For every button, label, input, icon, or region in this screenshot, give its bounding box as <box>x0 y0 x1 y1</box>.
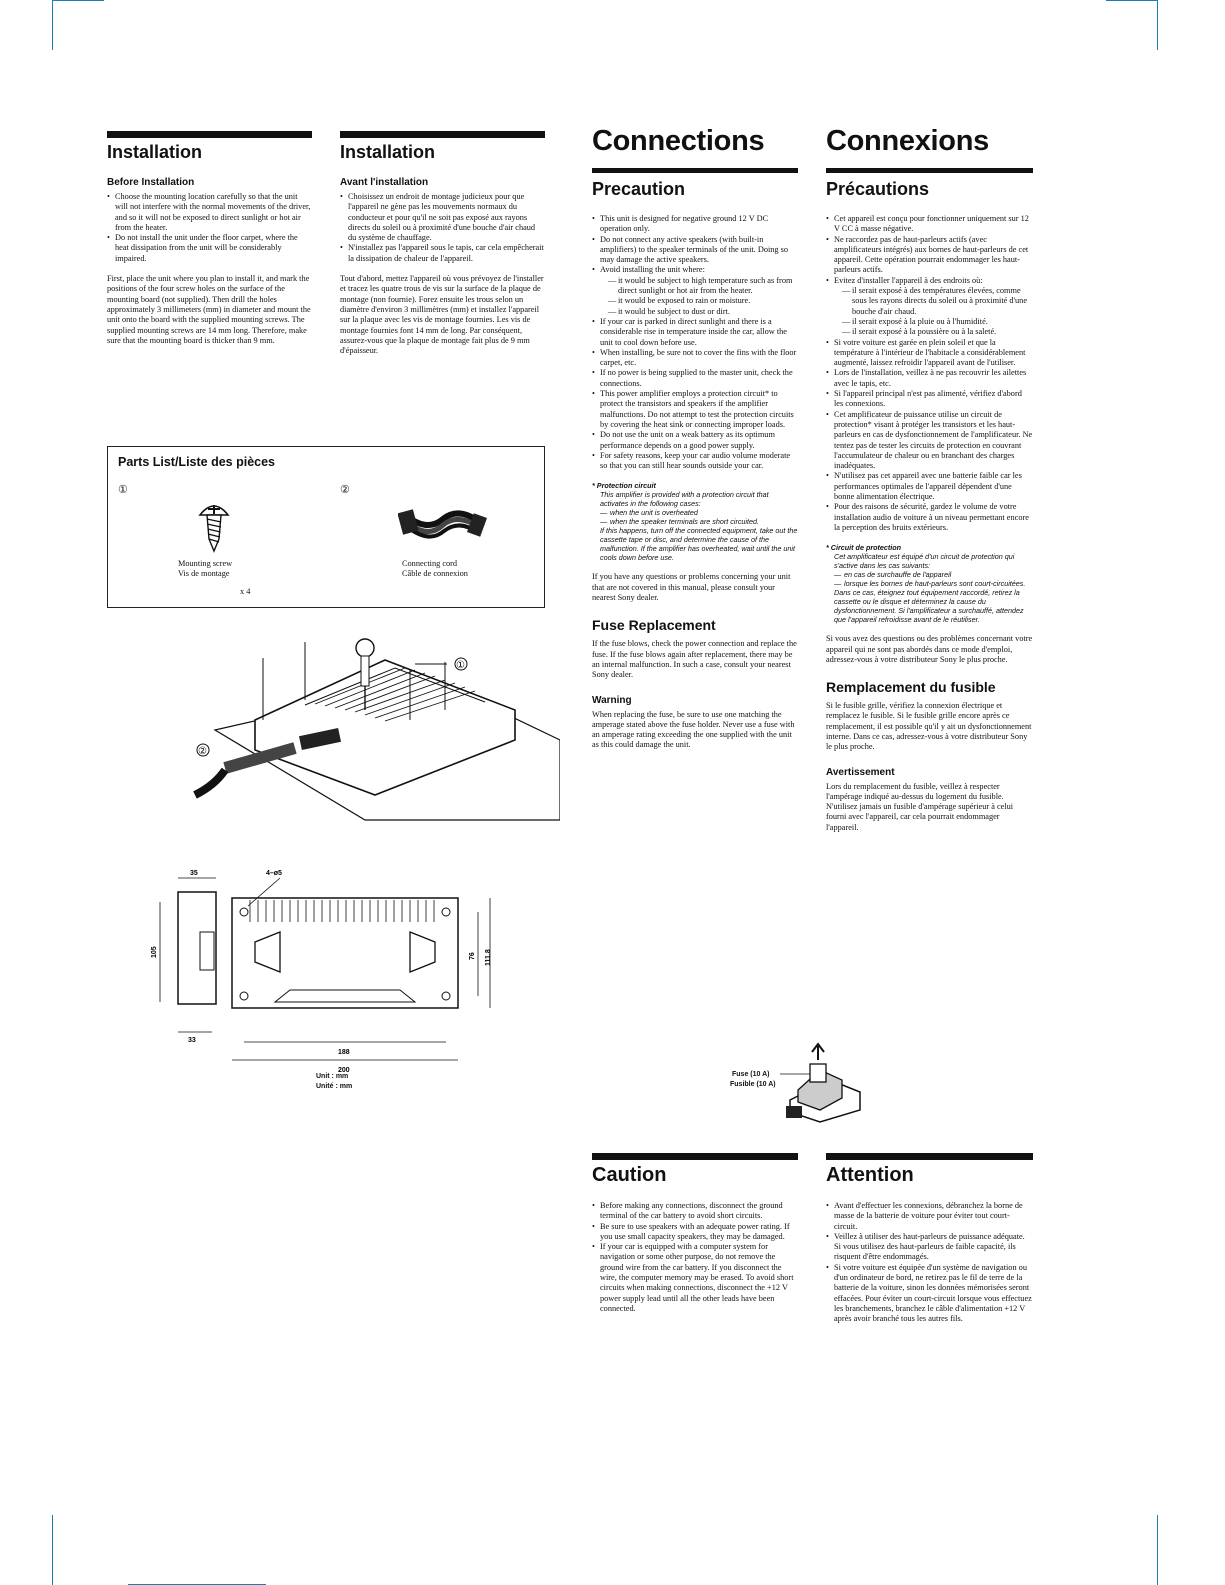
connections-en-column <box>592 125 798 751</box>
bullet: • Do not install the unit under the floor carpet, where the heat dissipation from the unit will be considerably impaired. <box>107 233 312 264</box>
warning-title: Warning <box>592 694 632 706</box>
part-number-2: ② <box>340 484 350 496</box>
part-1-name-fr: Vis de montage <box>178 569 230 578</box>
installation-fr-column <box>340 131 545 356</box>
note-title: * Circuit de protection <box>826 543 902 553</box>
bullet: • If your car is equipped with a computer system for navigation or some other purpose, do not remove the ground wire from the car battery. If you disconnect the wire, the computer memory may be erased. To avoid short circuits when making connections, disconnect the +12 V power supply lead until all the other leads have been connected. <box>592 1242 798 1314</box>
part-number-1: ① <box>118 484 128 496</box>
dim-holes: 4–ø5 <box>266 870 282 877</box>
bullet: • Pour des raisons de sécurité, gardez le volume de votre installation audio de voiture à un niveau permettant encore la perception des bruits extérieurs. <box>826 502 1033 533</box>
protection-note <box>826 543 1033 624</box>
caution-fr-column <box>826 1153 1033 1325</box>
dim-33: 33 <box>188 1037 196 1044</box>
dim-76: 76 <box>469 952 476 960</box>
installation-fr-subtitle: Avant l'installation <box>340 177 429 188</box>
fuse-replacement-title: Fuse Replacement <box>592 617 716 634</box>
section-rule <box>592 1153 798 1160</box>
installation-fr-body: Tout d'abord, mettez l'appareil où vous prévoyez de l'installer et tracez les quatre trous de vis sur la surface de la plaque de montage (non fournie). Forez ensuite les trous selon un diamètre d'environ 3 millimètres (mm) et installez l'appareil sur la plaque avec les vis de montage fournies. Les vis de montage fournies font 14 mm de long. Par conséquent, assurez-vous que la plaque de montage fait plus de 9 mm d'épaisseur. <box>340 274 544 356</box>
fuse-label-fr: Fusible (10 A) <box>730 1081 776 1088</box>
dim-35: 35 <box>190 870 198 877</box>
dash-item: — when the speaker terminals are short circuited. <box>600 517 798 526</box>
mounting-callout-1: ① <box>456 660 465 671</box>
fuse-label-en: Fuse (10 A) <box>732 1071 770 1078</box>
connections-fr-column <box>826 125 1033 833</box>
installation-en-title: Installation <box>107 142 203 162</box>
part-1-quantity: x 4 <box>240 587 251 596</box>
fuse-replacement-title: Remplacement du fusible <box>826 679 996 696</box>
crop-mark-top-left-v <box>52 0 53 50</box>
caution-en-column <box>592 1153 798 1314</box>
part-1-name-en: Mounting screw <box>178 559 233 568</box>
part-2-caption <box>402 559 468 579</box>
dash-item: — it would be subject to high temperature such as from direct sunlight or hot air from the heater. <box>608 276 798 297</box>
installation-en-column <box>107 131 312 346</box>
note-cases <box>592 508 798 526</box>
bullet: • N'utilisez pas cet appareil avec une batterie faible car les performances optimales de l'appareil dépendent d'une bonne alimentation électrique. <box>826 471 1033 502</box>
note-body: This amplifier is provided with a protection circuit that activates in the following cases: <box>600 490 769 509</box>
bullet: • Veillez à utiliser des haut-parleurs de puissance adéquate. Si vous utilisez des haut-parleurs de faible capacité, ils risquent d'être endommagés. <box>826 1232 1033 1263</box>
dash-item: — when the unit is overheated <box>600 508 798 517</box>
crop-mark-top-right-v <box>1157 0 1158 50</box>
part-2-name-en: Connecting cord <box>402 559 458 568</box>
dash-item: — il serait exposé à des températures élevées, comme sous les rayons directs du soleil ou à proximité d'une bouche d'air chaud. <box>842 286 1033 317</box>
bullet <box>592 265 798 316</box>
installation-fr-bullets <box>340 192 545 264</box>
avoid-list <box>600 276 798 317</box>
note-title: * Protection circuit <box>592 481 656 491</box>
unit-label-en: Unit : mm <box>316 1073 349 1080</box>
connections-en-title: Connections <box>592 125 765 157</box>
questions-text: Si vous avez des questions ou des problèmes concernant votre appareil qui ne sont pas abordés dans ce mode d'emploi, adressez-vous à votre distributeur Sony le plus proche. <box>826 634 1033 664</box>
installation-en-bullets <box>107 192 312 264</box>
bullet: • Before making any connections, disconnect the ground terminal of the car battery to avoid short circuits. <box>592 1201 798 1222</box>
unit-label-fr: Unité : mm <box>316 1083 353 1090</box>
dash-item: — lorsque les bornes de haut-parleurs sont court-circuitées. <box>834 579 1033 588</box>
dimension-drawing <box>140 862 510 1082</box>
mounting-callout-2: ② <box>198 746 207 757</box>
precaution-title: Precaution <box>592 179 686 199</box>
bullet: • Choisissez un endroit de montage judicieux pour que l'appareil ne gène pas les mouvements normaux du conducteur et pour qu'il ne soit pas exposé aux rayons directs du soleil ou à proximité d'une bouche d'air chaud du système de chauffage. <box>340 192 545 243</box>
bullet: • Ne raccordez pas de haut-parleurs actifs (avec amplificateurs intégrés) aux bornes de haut-parleurs de cet appareil. Cette opération pourrait endommager les haut-parleurs actifs. <box>826 235 1033 276</box>
dash-item: — il serait exposé à la pluie ou à l'humidité. <box>842 317 1033 327</box>
warning-body: When replacing the fuse, be sure to use one matching the amperage stated above the fuse holder. Never use a fuse with an amperage rating exceeding the one supplied with the unit as this could damage the unit. <box>592 709 795 750</box>
bullet: • This power amplifier employs a protection circuit* to protect the transistors and speakers if the amplifier malfunctions. Do not attempt to test the protection circuits by covering the heat sink or connecting improper loads. <box>592 389 798 430</box>
attention-bullets <box>826 1201 1033 1325</box>
bullet: • Choose the mounting location carefully so that the unit will not interfere with the normal movements of the driver, and so it will not be exposed to direct sunlight or hot air from the heater. <box>107 192 312 233</box>
bullet: • Cet appareil est conçu pour fonctionner uniquement sur 12 V CC à masse négative. <box>826 214 1033 235</box>
connections-fr-title: Connexions <box>826 125 989 157</box>
protection-note <box>592 481 798 562</box>
warning-body: Lors du remplacement du fusible, veillez à respecter l'ampérage indiqué au-dessus du logement du fusible. N'utilisez jamais un fusible d'ampérage supérieur à celui fourni avec l'appareil, car cela pourrait endommager l'appareil. <box>826 781 1014 832</box>
section-rule <box>340 131 545 138</box>
installation-en-body: First, place the unit where you plan to install it, and mark the positions of the four screw holes on the surface of the mounting board (not supplied). Then drill the holes approximately 3 millimeters (mm) in diameter and mount the unit onto the board with the supplied mounting screws. The supplied mounting screws are 14 mm long. Therefore, make sure that the mounting board is thicker than 9 mm. <box>107 274 311 345</box>
note-tail: Dans ce cas, éteignez tout équipement raccordé, retirez la cassette ou le disque et déterminez la cause du dysfonctionnement. Si l'amplificateur a surchauffé, attendez que l'appareil refroidisse avant de le réutiliser. <box>834 588 1024 625</box>
avoid-list <box>834 286 1033 337</box>
bullet: • This unit is designed for negative ground 12 V DC operation only. <box>592 214 798 235</box>
mounting-screw-illustration <box>196 499 232 557</box>
section-rule <box>107 131 312 138</box>
dim-111: 111.8 <box>485 949 492 966</box>
bullet: • N'installez pas l'appareil sous le tapis, car cela empêcherait la dissipation de chaleur de l'appareil. <box>340 243 545 264</box>
crop-mark-bottom-left-v <box>52 1515 53 1585</box>
fuse-replacement-body: Si le fusible grille, vérifiez la connexion électrique et remplacez le fusible. Si le fusible grille encore après ce remplacement, il est possible qu'il y ait un dysfonctionnement interne. Dans ce cas, adressez-vous à votre distributeur Sony le plus proche. <box>826 701 1032 752</box>
crop-mark-bottom-right-v <box>1157 1515 1158 1585</box>
warning-title: Avertissement <box>826 766 895 778</box>
bullet-text: Evitez d'installer l'appareil à des endroits où: <box>834 275 983 285</box>
bullet: • Cet amplificateur de puissance utilise un circuit de protection* visant à protéger les transistors et les haut-parleurs en cas de dysfonctionnement de l'amplificateur. Ne tentez pas de tester les circuits de protection en couvrant l'accumulateur de chaleur ou en branchant des charges inadéquates. <box>826 410 1033 472</box>
bullet: • Si votre voiture est équipée d'un système de navigation ou d'un ordinateur de bord, ne retirez pas le fil de terre de la batterie de la voiture, sinon les données mémorisées seront effacées. Pour éviter un court-circuit lorsque vous effectuez les branchements, branchez le câble d'alimentation +12 V après avoir branché tous les autres fils. <box>826 1263 1033 1325</box>
section-rule <box>592 168 798 173</box>
dash-item: — it would be subject to dust or dirt. <box>608 307 798 317</box>
dash-item: — it would be exposed to rain or moisture. <box>608 296 798 306</box>
bullet: • Si l'appareil principal n'est pas alimenté, vérifiez d'abord les connexions. <box>826 389 1033 410</box>
bullet: • Si votre voiture est garée en plein soleil et que la température à l'intérieur de l'habitacle a considérablement augmenté, laissez refroidir l'appareil avant de l'utiliser. <box>826 338 1033 369</box>
parts-list-title: Parts List/Liste des pièces <box>118 455 276 469</box>
note-tail: If this happens, turn off the connected equipment, take out the cassette tape or disc, and determine the cause of the malfunction. If the amplifier has overheated, wait until the unit cools down before use. <box>600 526 798 563</box>
bullet: • Lors de l'installation, veillez à ne pas recouvrir les ailettes avec le tapis, etc. <box>826 368 1033 389</box>
section-rule <box>826 168 1033 173</box>
questions-text: If you have any questions or problems concerning your unit that are not covered in this manual, please consult your nearest Sony dealer. <box>592 572 791 603</box>
attention-title: Attention <box>826 1164 914 1186</box>
crop-mark-top-left-h <box>52 0 104 1</box>
bullet: • Be sure to use speakers with an adequate power rating. If you use small capacity speakers, they may be damaged. <box>592 1222 798 1243</box>
caution-bullets <box>592 1201 798 1314</box>
precautions-title: Précautions <box>826 179 930 199</box>
precautions-bullets <box>826 214 1033 533</box>
dim-200: 200 <box>338 1067 350 1074</box>
note-body: Cet amplificateur est équipé d'un circuit de protection qui s'active dans les cas suivants: <box>834 552 1015 571</box>
bullet: • If no power is being supplied to the master unit, check the connections. <box>592 368 798 389</box>
bullet: • For safety reasons, keep your car audio volume moderate so that you can still hear sounds outside your car. <box>592 451 798 472</box>
bullet: • When installing, be sure not to cover the fins with the floor carpet, etc. <box>592 348 798 369</box>
crop-mark-top-right-h <box>1106 0 1158 1</box>
bullet: • Do not connect any active speakers (with built-in amplifiers) to the speaker terminals of the unit. Doing so may damage the active speakers. <box>592 235 798 266</box>
bullet: • Do not use the unit on a weak battery as its optimum performance depends on a good power supply. <box>592 430 798 451</box>
precaution-bullets <box>592 214 798 471</box>
part-2-name-fr: Câble de connexion <box>402 569 468 578</box>
note-cases <box>826 570 1033 588</box>
dim-105: 105 <box>151 946 158 958</box>
parts-list-box <box>107 446 545 608</box>
dim-188: 188 <box>338 1049 350 1056</box>
dash-item: — en cas de surchauffe de l'appareil <box>834 570 1033 579</box>
bullet: • If your car is parked in direct sunlight and there is a considerable rise in temperature inside the car, allow the unit to cool down before use. <box>592 317 798 348</box>
part-1-caption <box>178 559 232 579</box>
installation-en-subtitle: Before Installation <box>107 177 195 188</box>
bullet <box>826 276 1033 338</box>
mounting-illustration <box>185 620 560 825</box>
fuse-replacement-body: If the fuse blows, check the power connection and replace the fuse. If the fuse blows again after replacement, there may be an internal malfunction. In such a case, consult your nearest Sony dealer. <box>592 639 797 680</box>
connecting-cord-illustration <box>398 497 488 555</box>
fuse-illustration <box>780 1040 872 1125</box>
bullet-text: Avoid installing the unit where: <box>600 265 705 275</box>
installation-fr-title: Installation <box>340 142 436 162</box>
section-rule <box>826 1153 1033 1160</box>
caution-title: Caution <box>592 1164 667 1186</box>
bullet: • Avant d'effectuer les connexions, débranchez la borne de masse de la batterie de voiture pour éviter tout court-circuit. <box>826 1201 1033 1232</box>
dash-item: — il serait exposé à la poussière ou à la saleté. <box>842 327 1033 337</box>
